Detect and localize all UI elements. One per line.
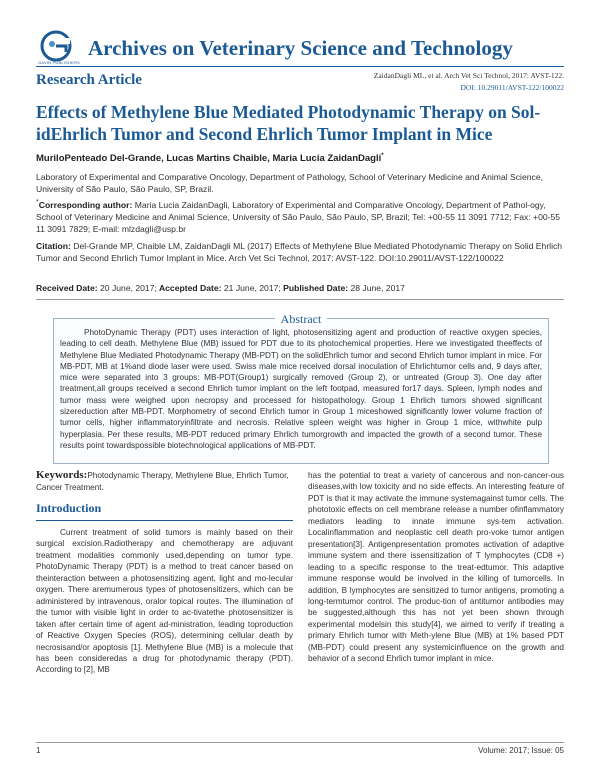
abstract-heading: Abstract <box>275 312 328 326</box>
keywords <box>36 470 293 493</box>
footer-divider <box>36 742 564 743</box>
doi-link[interactable]: DOI: 10.29011/AVST-122/100022 <box>460 83 564 92</box>
logo-text: GAVIN PUBLISHERS <box>38 60 80 65</box>
section-divider <box>36 299 564 300</box>
accepted-date: 21 June, 2017; <box>221 283 281 293</box>
page-number: 1 <box>36 746 41 755</box>
corr-label: Corresponding author: <box>38 199 133 210</box>
received-label: Received Date: <box>36 283 98 293</box>
citation-block <box>36 240 564 264</box>
short-citation: ZaidanDagli ML, et al. Arch Vet Sci Technol, 2017: AVST-122. <box>373 71 564 80</box>
volume-issue: Volume: 2017; Issue: 05 <box>478 746 564 755</box>
abstract-heading-wrap <box>53 310 549 328</box>
introduction-heading: Introduction <box>36 501 102 515</box>
journal-title: Archives on Veterinary Science and Technology <box>88 36 513 60</box>
published-date: 28 June, 2017 <box>348 283 405 293</box>
introduction-left-text: Current treatment of solid tumors is mainly based on their surgical excision.Radiotherapy and chemotherapy are adjuvant treatment modalities commonly used,depending on tumor type. PhotoDynamic Therapy (PDT) is a method to treat cancer based on theinteraction between a photosensitizing agent, light and mo-lecular oxygen. There aremumerous types of photosensitizers, which can be administered by intravenous, oralor topical routes. The illumination of the tumor with visible light in order to ac-tivatethe photosensitizer is taken after certain time of agent ad-ministration, leading toproduction of Reactive Oxygen Species (ROS), determining cellular death by necrosisand/or apoptosis [1]. Methylene Blue (MB) is a molecule that has been consideredas a drug for photodynamic therapy (PDT). According to [2], MB <box>36 528 293 675</box>
citation-text: Del-Grande MP, Chaible LM, ZaidanDagli ML (2017) Effects of Methylene Blue Mediated Photodynamic Therapy on Solid Ehrlich Tumor and Second Ehrlich Tumor Implant in Mice. Arch Vet Sci Technol, 2017: AVST-122. DOI:10.29011/AVST-122/100022 <box>36 241 563 263</box>
corresponding-author <box>36 196 564 235</box>
keywords-label: Keywords: <box>36 469 88 481</box>
introduction-divider <box>36 520 293 521</box>
published-label: Published Date: <box>280 283 349 293</box>
accepted-label: Accepted Date: <box>156 283 222 293</box>
header-citation <box>374 70 564 94</box>
received-date: 20 June, 2017; <box>97 283 157 293</box>
right-column <box>308 470 564 665</box>
author-mark: * <box>381 153 384 159</box>
header-divider <box>36 66 564 67</box>
abstract-text: PhotoDynamic Therapy (PDT) uses interaction of light, photosensitizing agent and production of reactive oxygen species, leading to cell death. Methylene Blue (MB) issued for PDT due to its photochemical properties. Here we investigated theeffects of Methylene Blue Mediated Photodynamic Therapy (MB-PDT) on the solidEhrlich tumor and second Ehrlich tumor implant in mice. For MB-PDT, MB at 1%and diode laser were used. Swiss male mice received dorsal inoculation of Ehrlichtumor cells and, 9 days after, mice were separated into 3 groups: MB-PDT(Group1) surgically removed (Group 2), or untreated (Group 3). One day after treatment,all groups received a second Ehrlich tumor implant on the left footpad, measured for17 days. Spleen, lymph nodes and tumor mass were weighed upon necropsy and processed for histopathology. Group 1 Ehrlich tumors showed significant sizereduction after MB-PDT. Morphometry of second Ehrlich tumor in Group 1 miceshowed significantly lower volume fraction of tumor cells, higher inflammatoryinfiltrate and necrosis. Relative spleen weight was higher in Group 1 mice, withwhite pulp hyperplasia. Per these results, MB-PDT reduced primary Ehrlich tumorgrowth and impacted the growth of a second tumor. These results point towardspossible biotechnological applications of MB-PDT. <box>60 328 542 450</box>
citation-label: Citation: <box>36 241 71 251</box>
publisher-logo-icon <box>40 30 76 62</box>
corr-text: Maria Lucia ZaidanDagli, Laboratory of Experimental and Comparative Oncology, Department of Pathol-ogy, School of Veterinary Medicine and Animal Science, University of São Paulo, São Paulo, SP, Brazil; Tel: +00-55 11 3091 7712; Fax: +00-55 11 3091 7829; E-mail: mlzdagli@usp.br <box>36 199 561 234</box>
authors-text: MuriloPenteado Del-Grande, Lucas Martins Chaible, Maria Lucia ZaidanDagli <box>36 153 382 165</box>
introduction-right-text: has the potential to treat a variety of cancerous and non-cancer-ous diseases,with low toxicity and no side effects. An interesting feature of PDT is that it may activate the immune systemagainst tumor cells. The phototoxic effects on cell membrane release a number ofinflammatory mediators leading to innate immune sys-tem activation. Localinflammation and neoplastic cell death pro-voke tumor antigen presentation[3]. Antigenpresentation promotes activation of adaptive immune system and there issensitization of T lymphocytes (CD8 +) leading to a specific response to the treat-edtumor. This adaptive immune response would be involved in the killing of tumorcells. In addition, B lymphocytes are sensitized to tumor antigens, promoting a long-termtumor control. The produc-tion of antitumor antibodies may be suggested,although this has not yet been shown through experimental modelsin this study[4], we aimed to verify if treating a primary Ehrlich tumor with Meth-ylene Blue (MB) at 1% based PDT (MB-PDT) could present any systemicinfluence on the growth and behavior of a second Ehrlich tumor implant in mice. <box>308 471 564 664</box>
left-column <box>36 470 293 676</box>
affiliation: Laboratory of Experimental and Comparative Oncology, Department of Pathology, School of Veterinary Medicine and Animal Science, University of São Paulo, São Paulo, SP, Brazil. <box>36 172 543 194</box>
article-type: Research Article <box>36 72 142 88</box>
dates-line <box>36 283 564 293</box>
article-title: Effects of Methylene Blue Mediated Photodynamic Therapy on Sol-idEhrlich Tumor and Second Ehrlich Tumor Implant in Mice <box>36 102 541 144</box>
corr-mark: * <box>36 198 39 206</box>
author-list <box>36 153 384 164</box>
keywords-text: Photodynamic Therapy, Methylene Blue, Ehrlich Tumor, Cancer Treatment. <box>36 471 289 492</box>
